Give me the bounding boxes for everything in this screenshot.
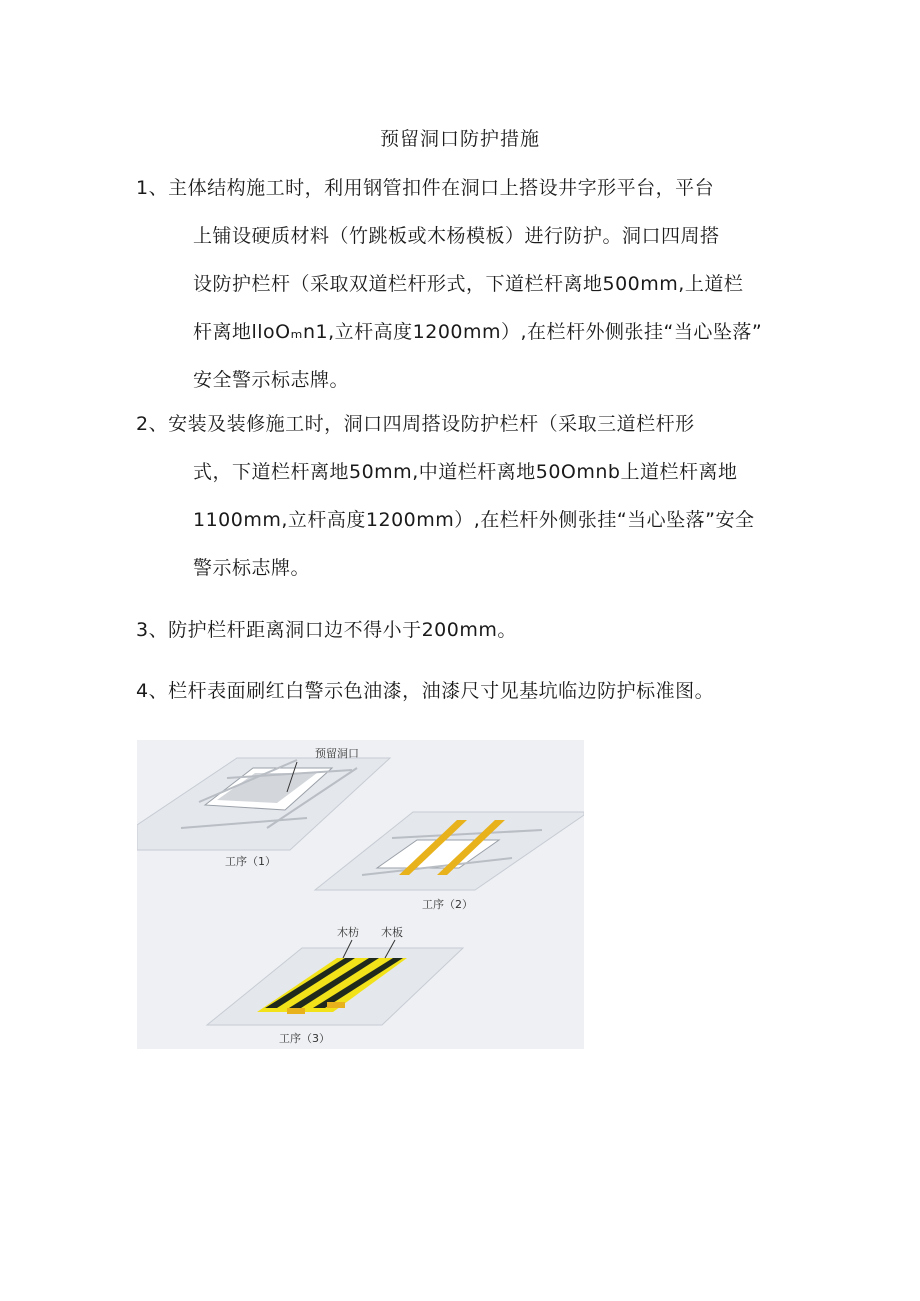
paragraph-line: 4、栏杆表面刷红白警示色油漆，油漆尺寸见基坑临边防护标准图。 [136, 680, 715, 702]
list-item-1 [136, 164, 796, 404]
paragraph-line: 1、主体结构施工时，利用钢管扣件在洞口上搭设井字形平台，平台 [136, 177, 715, 199]
paragraph-line: 杆离地lloOₘn1,立杆高度1200mm）,在栏杆外侧张挂“当心坠落” [193, 321, 763, 343]
page-title: 预留洞口防护措施 [379, 128, 540, 150]
list-item-2 [136, 400, 796, 592]
paragraph-line: 设防护栏杆（采取双道栏杆形式，下道栏杆离地500mm,上道栏 [193, 273, 744, 295]
paragraph-line: 安全警示标志牌。 [193, 369, 350, 391]
paragraph-line: 警示标志牌。 [193, 557, 311, 579]
procedure-illustration [137, 740, 584, 1049]
label-hole: 预留洞口 [315, 747, 359, 760]
label-step1: 工序（1） [225, 855, 276, 868]
paragraph-line: 2、安装及装修施工时，洞口四周搭设防护栏杆（采取三道栏杆形 [136, 413, 695, 435]
label-timber: 木枋 [337, 926, 359, 939]
label-step3: 工序（3） [279, 1032, 330, 1045]
list-item-3 [136, 606, 796, 654]
label-board: 木板 [381, 926, 403, 939]
paragraph-line: 3、防护栏杆距离洞口边不得小于200mm。 [136, 619, 517, 641]
paragraph-line: 上铺设硬质材料（竹跳板或木杨模板）进行防护。洞口四周搭 [193, 225, 720, 247]
label-step2: 工序（2） [422, 898, 473, 911]
paragraph-line: 1100mm,立杆高度1200mm）,在栏杆外侧张挂“当心坠落”安全 [193, 509, 755, 531]
list-item-4 [136, 667, 796, 715]
paragraph-line: 式，下道栏杆离地50mm,中道栏杆离地50Omnb上道栏杆离地 [193, 461, 738, 483]
hole-protection-figure [137, 740, 584, 1049]
